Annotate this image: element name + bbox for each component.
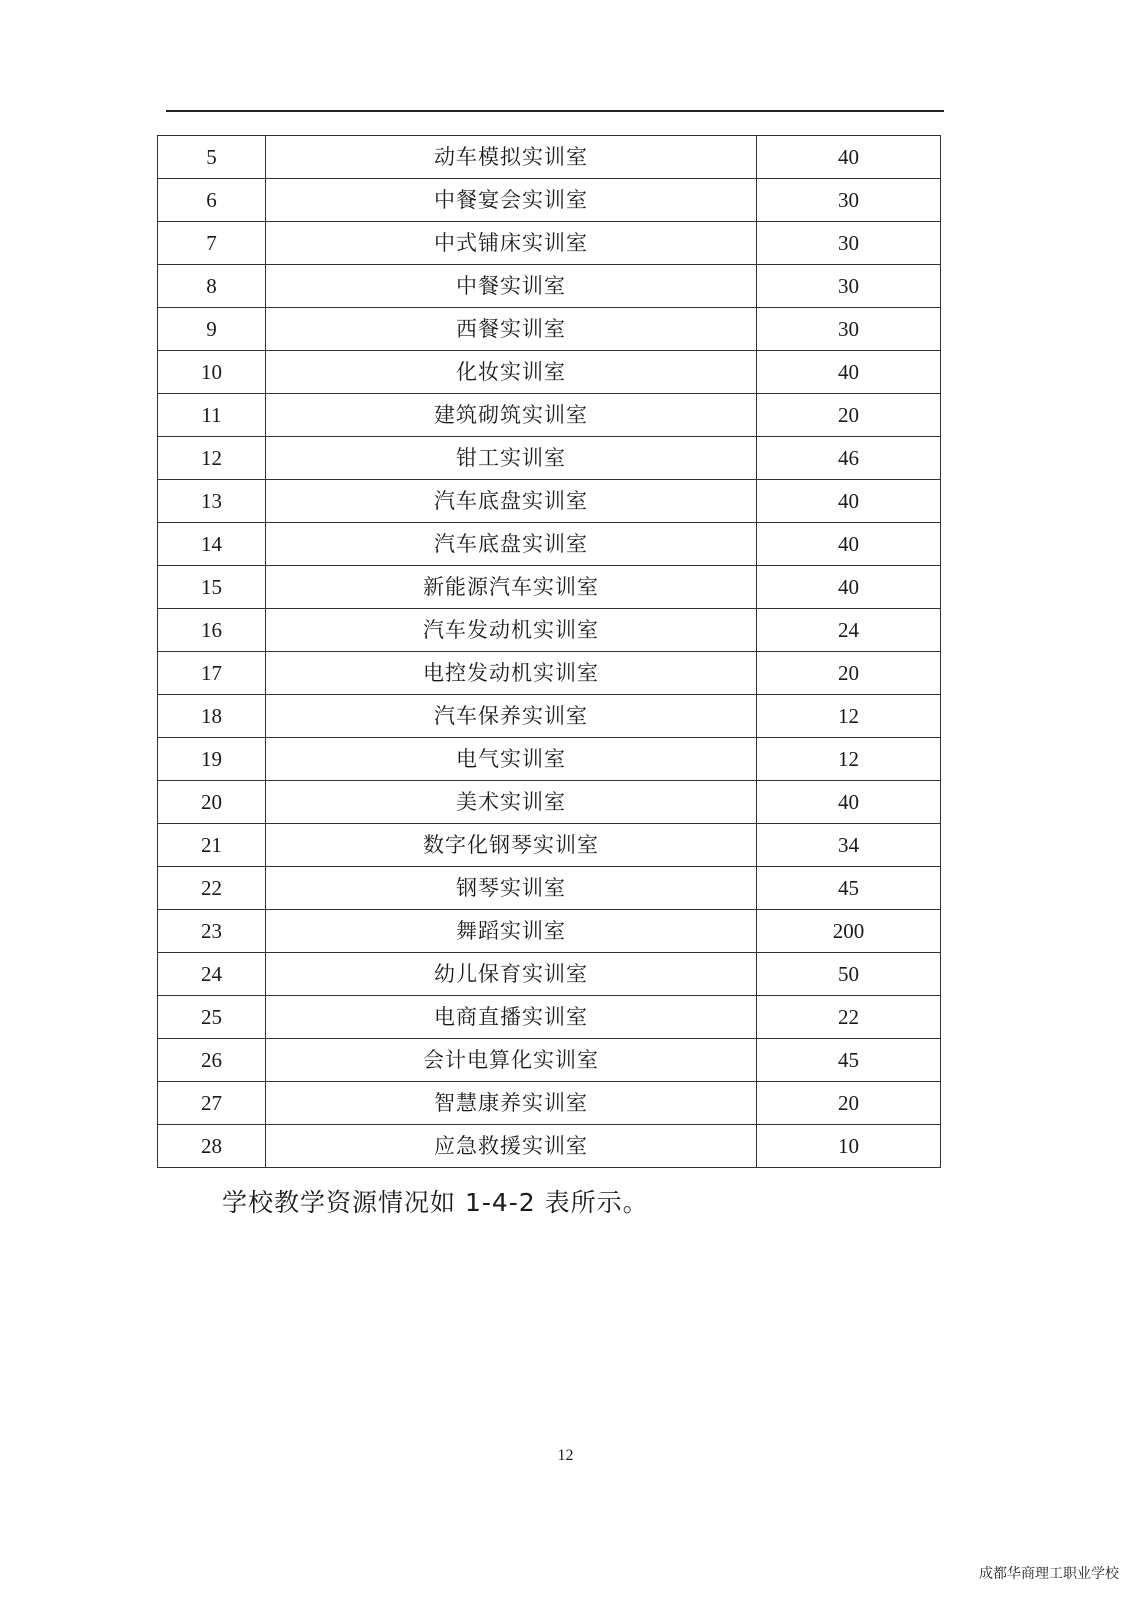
room-capacity: 20	[757, 652, 941, 695]
room-name: 钳工实训室	[266, 437, 757, 480]
row-number: 13	[158, 480, 266, 523]
room-name: 美术实训室	[266, 781, 757, 824]
row-number: 12	[158, 437, 266, 480]
room-capacity: 10	[757, 1125, 941, 1168]
room-name: 汽车发动机实训室	[266, 609, 757, 652]
row-number: 9	[158, 308, 266, 351]
table-row	[158, 738, 941, 781]
table-row	[158, 609, 941, 652]
row-number: 10	[158, 351, 266, 394]
room-capacity: 50	[757, 953, 941, 996]
room-capacity: 12	[757, 738, 941, 781]
row-number: 8	[158, 265, 266, 308]
room-capacity: 12	[757, 695, 941, 738]
table-row	[158, 437, 941, 480]
row-number: 15	[158, 566, 266, 609]
table-row	[158, 824, 941, 867]
table-row	[158, 652, 941, 695]
room-capacity: 24	[757, 609, 941, 652]
room-capacity: 22	[757, 996, 941, 1039]
table-row	[158, 1125, 941, 1168]
table-row	[158, 308, 941, 351]
header-rule	[166, 110, 944, 112]
room-name: 汽车底盘实训室	[266, 523, 757, 566]
body-paragraph: 学校教学资源情况如 1-4-2 表所示。	[222, 1188, 649, 1217]
row-number: 16	[158, 609, 266, 652]
room-name: 新能源汽车实训室	[266, 566, 757, 609]
room-capacity: 40	[757, 480, 941, 523]
row-number: 28	[158, 1125, 266, 1168]
room-capacity: 30	[757, 265, 941, 308]
room-capacity: 30	[757, 179, 941, 222]
table-row	[158, 1039, 941, 1082]
room-name: 中餐宴会实训室	[266, 179, 757, 222]
room-name: 西餐实训室	[266, 308, 757, 351]
room-capacity: 45	[757, 867, 941, 910]
room-name: 幼儿保育实训室	[266, 953, 757, 996]
room-name: 动车模拟实训室	[266, 136, 757, 179]
room-capacity: 40	[757, 566, 941, 609]
table-row	[158, 695, 941, 738]
room-capacity: 30	[757, 308, 941, 351]
room-capacity: 40	[757, 781, 941, 824]
room-name: 中餐实训室	[266, 265, 757, 308]
row-number: 6	[158, 179, 266, 222]
row-number: 26	[158, 1039, 266, 1082]
room-name: 智慧康养实训室	[266, 1082, 757, 1125]
table-row	[158, 222, 941, 265]
room-name: 汽车保养实训室	[266, 695, 757, 738]
room-name: 钢琴实训室	[266, 867, 757, 910]
row-number: 24	[158, 953, 266, 996]
table-row	[158, 523, 941, 566]
row-number: 11	[158, 394, 266, 437]
table-row	[158, 781, 941, 824]
room-capacity: 34	[757, 824, 941, 867]
room-name: 中式铺床实训室	[266, 222, 757, 265]
table-row	[158, 996, 941, 1039]
room-capacity: 200	[757, 910, 941, 953]
row-number: 23	[158, 910, 266, 953]
room-name: 电商直播实训室	[266, 996, 757, 1039]
row-number: 27	[158, 1082, 266, 1125]
room-name: 汽车底盘实训室	[266, 480, 757, 523]
page-number: 12	[557, 1447, 574, 1464]
table-row	[158, 351, 941, 394]
row-number: 5	[158, 136, 266, 179]
room-name: 数字化钢琴实训室	[266, 824, 757, 867]
table-row	[158, 394, 941, 437]
school-watermark: 成都华商理工职业学校	[979, 1566, 1119, 1582]
training-rooms-table	[157, 135, 941, 1168]
room-capacity: 20	[757, 394, 941, 437]
table-row	[158, 179, 941, 222]
table-row	[158, 910, 941, 953]
room-capacity: 46	[757, 437, 941, 480]
room-capacity: 40	[757, 136, 941, 179]
room-capacity: 45	[757, 1039, 941, 1082]
table-row	[158, 136, 941, 179]
room-capacity: 40	[757, 351, 941, 394]
room-capacity: 20	[757, 1082, 941, 1125]
table-body	[158, 136, 941, 1168]
row-number: 21	[158, 824, 266, 867]
room-capacity: 30	[757, 222, 941, 265]
table-row	[158, 1082, 941, 1125]
room-name: 应急救援实训室	[266, 1125, 757, 1168]
row-number: 25	[158, 996, 266, 1039]
row-number: 18	[158, 695, 266, 738]
room-name: 舞蹈实训室	[266, 910, 757, 953]
room-capacity: 40	[757, 523, 941, 566]
room-name: 化妆实训室	[266, 351, 757, 394]
room-name: 电气实训室	[266, 738, 757, 781]
table-row	[158, 953, 941, 996]
room-name: 建筑砌筑实训室	[266, 394, 757, 437]
table-row	[158, 480, 941, 523]
room-name: 会计电算化实训室	[266, 1039, 757, 1082]
room-name: 电控发动机实训室	[266, 652, 757, 695]
row-number: 17	[158, 652, 266, 695]
table-row	[158, 566, 941, 609]
row-number: 7	[158, 222, 266, 265]
table-row	[158, 867, 941, 910]
row-number: 22	[158, 867, 266, 910]
row-number: 19	[158, 738, 266, 781]
table-row	[158, 265, 941, 308]
row-number: 20	[158, 781, 266, 824]
row-number: 14	[158, 523, 266, 566]
